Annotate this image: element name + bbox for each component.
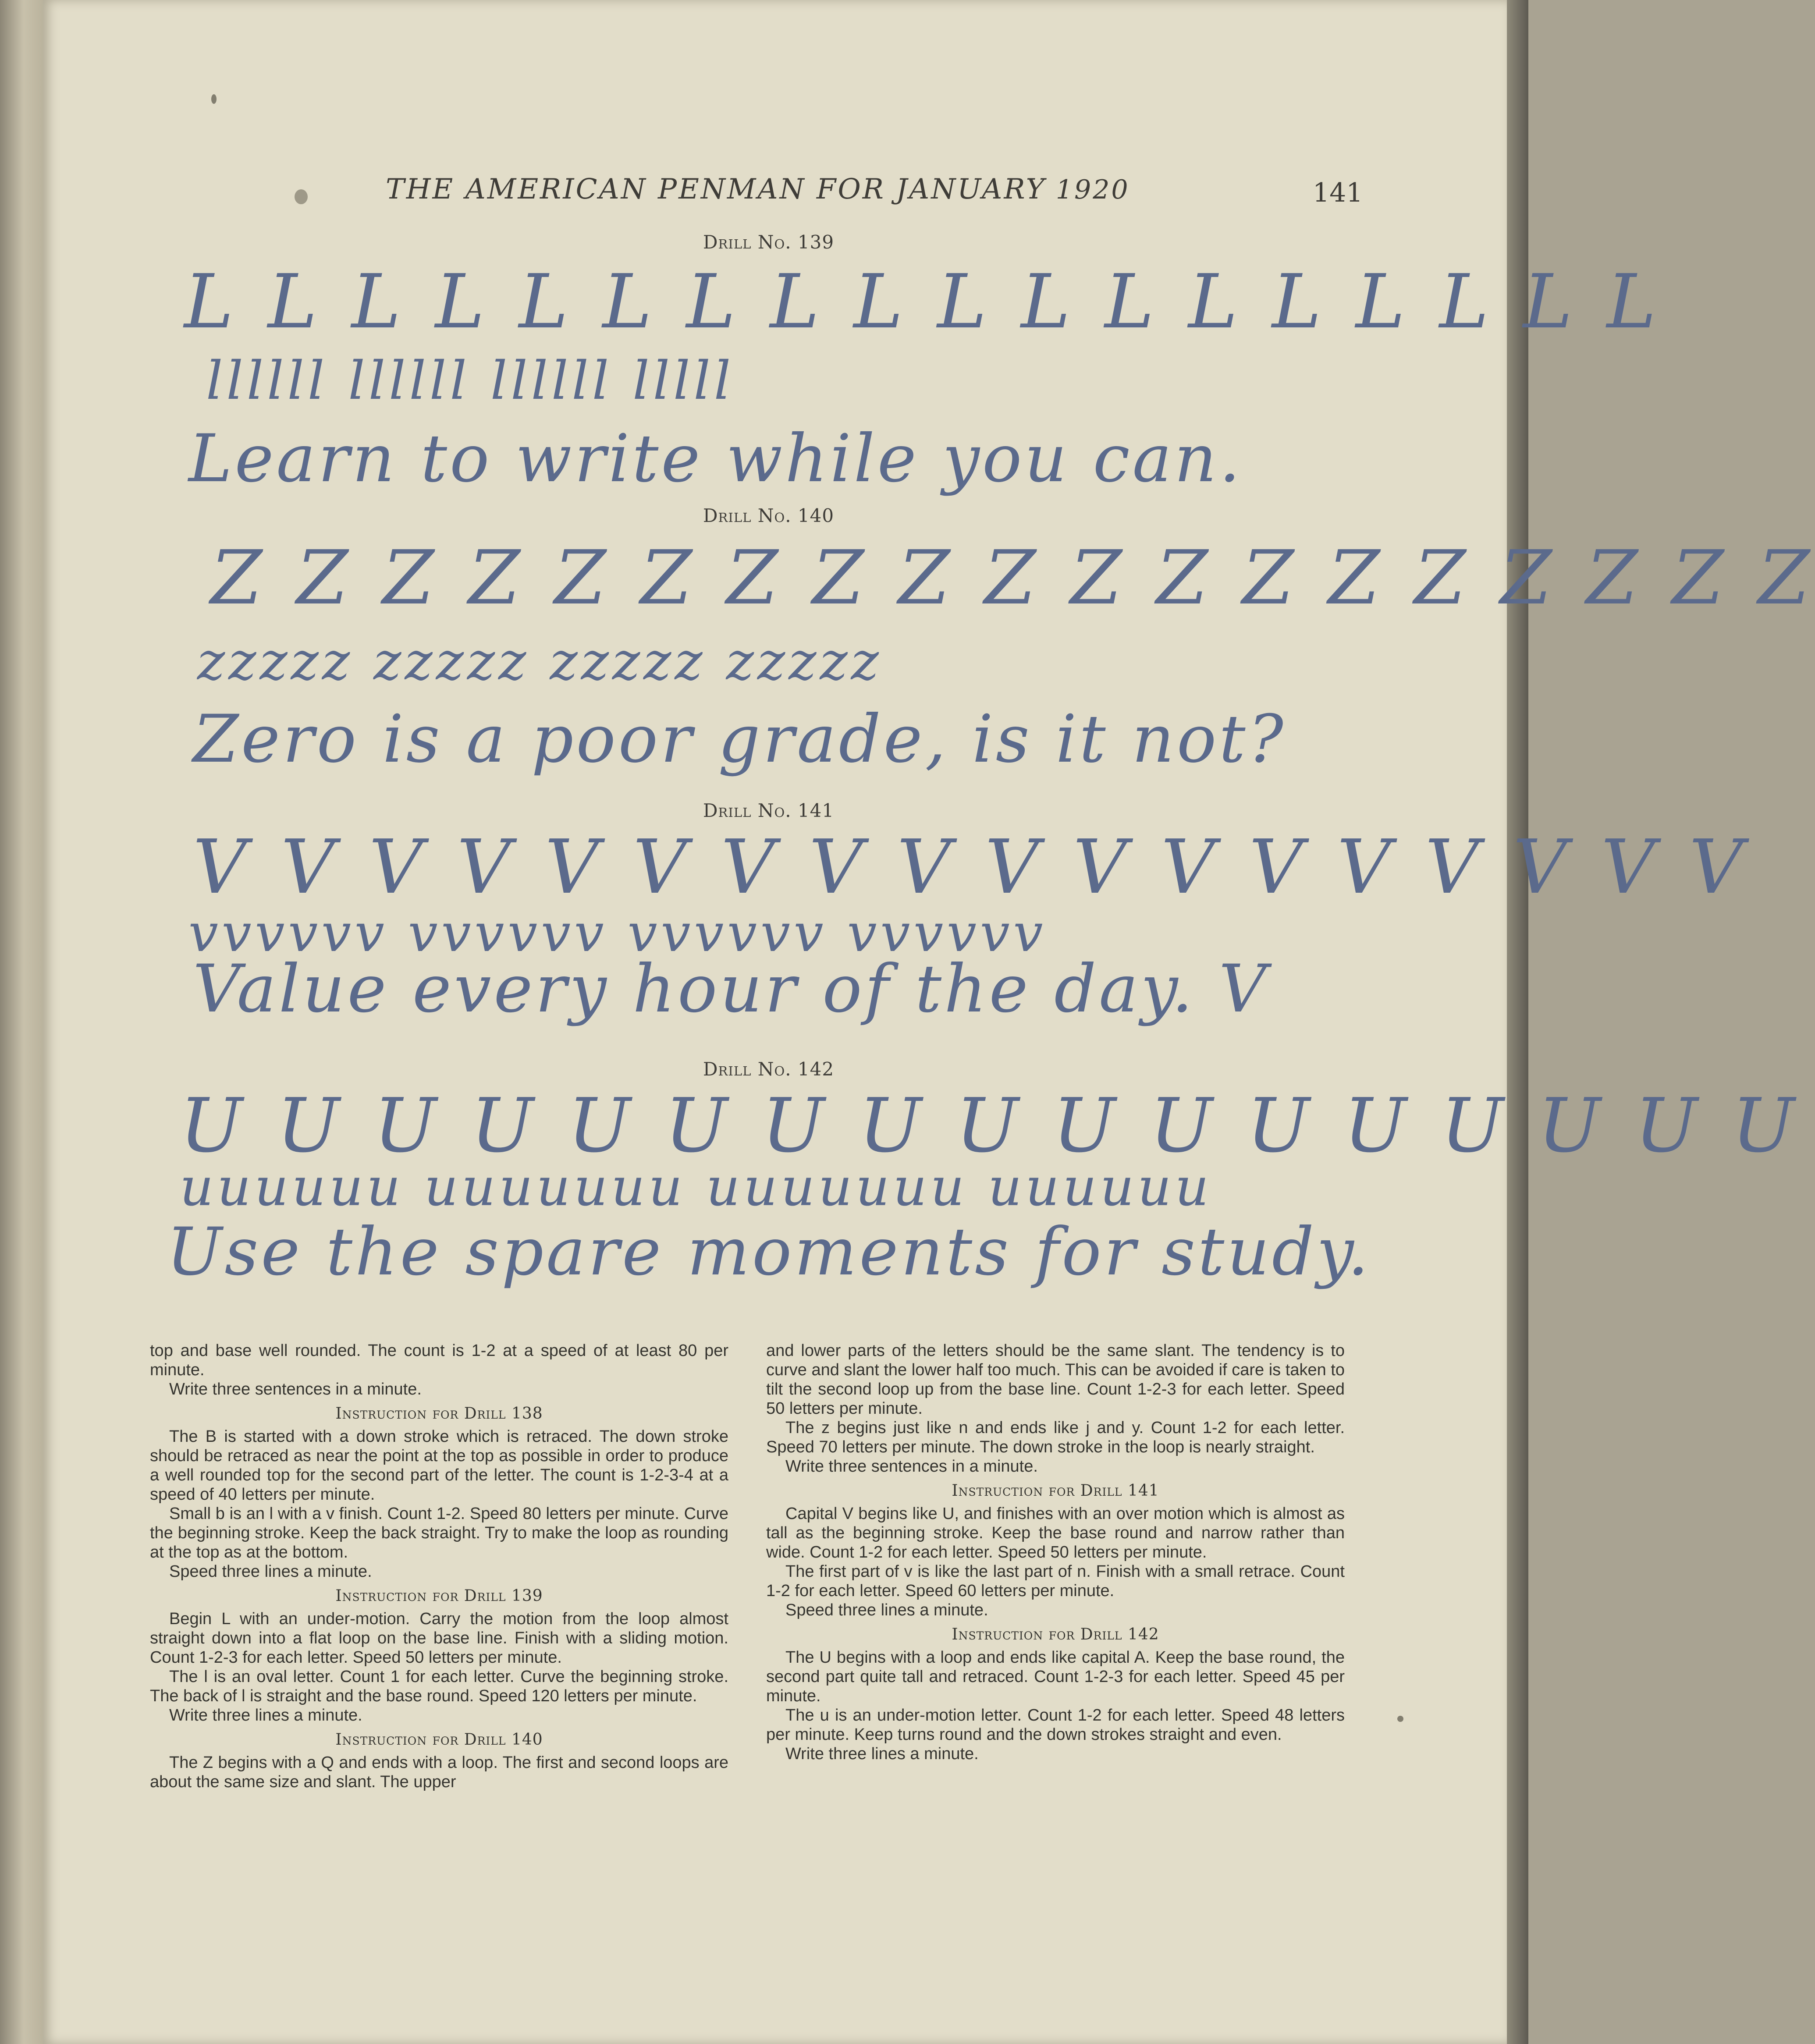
page-number: 141 [1313, 177, 1363, 208]
instruction-heading: Instruction for Drill 138 [335, 1405, 543, 1423]
paragraph: Begin L with an under-motion. Carry the motion from the loop almost straight down into a flat loop on the base line. Finish with a sliding motion. Count 1-2-3 for each letter. Speed 50 letters per minute. [150, 1610, 728, 1667]
paragraph: Write three sentences in a minute. [169, 1380, 422, 1398]
running-year: 1920 [1055, 174, 1130, 205]
script-capitals-row: L L L L L L L L L L L L L L L L L L [184, 259, 1662, 345]
script-small-row: zzzzz zzzzz zzzzz zzzzz [197, 631, 882, 692]
script-small-row: llllll llllll llllll lllll [206, 351, 735, 412]
instruction-heading: Instruction for Drill 140 [335, 1731, 543, 1749]
left-column [150, 1341, 728, 1792]
script-sentence: Use the spare moments for study. [167, 1214, 1371, 1290]
paragraph: Small b is an l with a v finish. Count 1-2. Speed 80 letters per minute. Curve the beginning stroke. Keep the back straight. Try to make the loop as rounding at the top as at the bottom. [150, 1505, 728, 1561]
paragraph: The Z begins with a Q and ends with a loop. The first and second loops are about the same size and slant. The upper [150, 1753, 728, 1791]
script-sentence: Zero is a poor grade, is it not? [193, 701, 1286, 777]
paragraph: Write three sentences in a minute. [785, 1457, 1038, 1476]
script-sentence: Value every hour of the day. V [193, 951, 1269, 1027]
ink-speck [211, 94, 217, 104]
drill-heading: Drill No. 139 [703, 231, 835, 253]
paragraph: The l is an oval letter. Count 1 for each letter. Curve the beginning stroke. The back of l is straight and the base round. Speed 120 letters per minute. [150, 1668, 728, 1705]
drill-heading: Drill No. 142 [703, 1058, 835, 1080]
paragraph: Write three lines a minute. [785, 1745, 979, 1763]
script-small-row: vvvvvv vvvvvv vvvvvv vvvvvv [188, 903, 1047, 964]
instruction-heading: Instruction for Drill 139 [335, 1587, 543, 1605]
paragraph: Capital V begins like U, and finishes with an over motion which is almost as tall as the beginning stroke. Keep the base round and narrow rather than wide. Count 1-2 for each letter. Speed 50 letters per minute. [766, 1505, 1345, 1561]
running-head [386, 173, 1130, 206]
paragraph: The z begins just like n and ends like j and y. Count 1-2 for each letter. Speed 70 letters per minute. The down stroke in the loop is nearly straight. [766, 1419, 1345, 1456]
drill-heading: Drill No. 141 [703, 800, 835, 821]
paragraph: The U begins with a loop and ends like capital A. Keep the base round, the second part quite tall and retraced. Count 1-2-3 for each letter. Speed 45 per minute. [766, 1648, 1345, 1705]
paragraph: The first part of v is like the last part of n. Finish with a small retrace. Count 1-2 for each letter. Speed 60 letters per minute. [766, 1562, 1345, 1600]
script-capitals-row: V V V V V V V V V V V V V V V V V V [193, 824, 1748, 911]
ink-speck [295, 189, 308, 204]
paragraph: Write three lines a minute. [169, 1706, 362, 1725]
script-capitals-row: Z Z Z Z Z Z Z Z Z Z Z Z Z Z Z Z Z Z Z [210, 535, 1815, 621]
paragraph: Speed three lines a minute. [785, 1601, 988, 1619]
paragraph: Speed three lines a minute. [169, 1562, 372, 1581]
paragraph: The u is an under-motion letter. Count 1-2 for each letter. Speed 48 letters per minute. Keep turns round and the down strokes straight and even. [766, 1706, 1345, 1744]
paragraph: and lower parts of the letters should be the same slant. The tendency is to curve and slant the lower half too much. This can be avoided if care is taken to tilt the second loop up from the base line. Count 1-2-3 for each letter. Speed 50 letters per minute. [766, 1341, 1345, 1418]
paragraph: top and base well rounded. The count is 1-2 at a speed of at least 80 per minute. [150, 1341, 728, 1379]
script-sentence: Learn to write while you can. [188, 421, 1243, 497]
instruction-heading: Instruction for Drill 141 [952, 1482, 1159, 1500]
running-title: THE AMERICAN PENMAN FOR JANUARY [386, 173, 1046, 206]
script-capitals-row: U U U U U U U U U U U U U U U U U [180, 1082, 1800, 1169]
right-column [766, 1341, 1345, 1764]
ink-speck [1397, 1716, 1403, 1722]
script-small-row: uuuuuu uuuuuuu uuuuuuu uuuuuu [180, 1157, 1212, 1218]
instruction-heading: Instruction for Drill 142 [952, 1625, 1159, 1643]
paragraph: The B is started with a down stroke which is retraced. The down stroke should be retraced as near the point at the top as possible in order to produce a well rounded top for the second part of the letter. The count is 1-2-3-4 at a speed of 40 letters per minute. [150, 1427, 728, 1504]
drill-heading: Drill No. 140 [703, 505, 835, 526]
